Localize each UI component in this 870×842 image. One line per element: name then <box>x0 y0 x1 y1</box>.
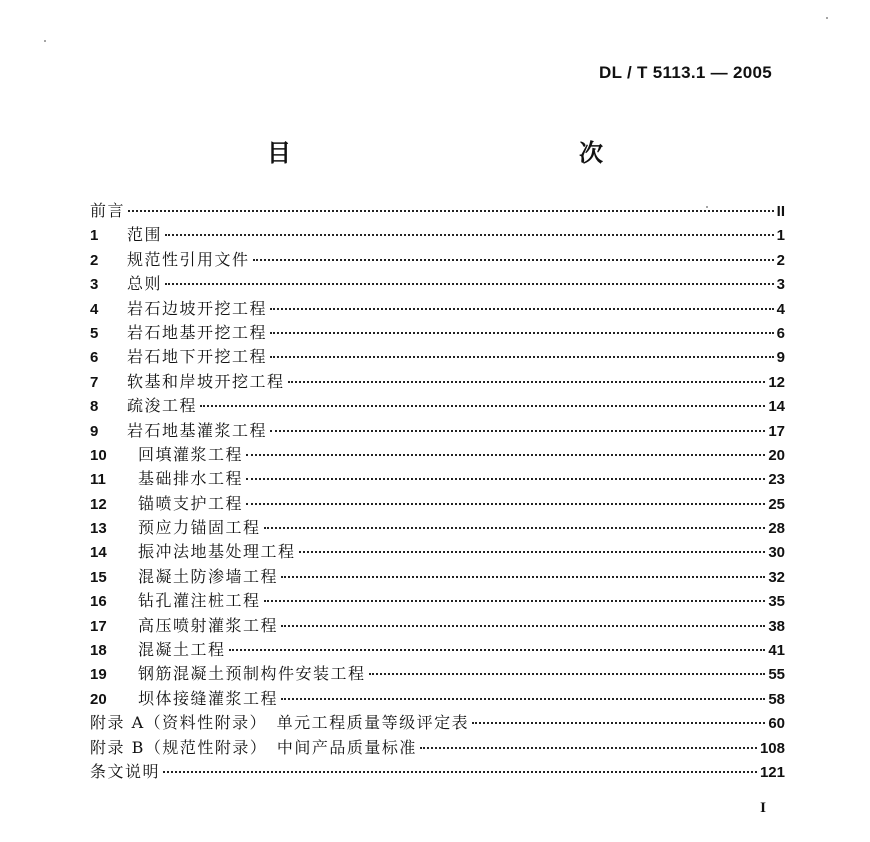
toc-entry[interactable] <box>90 223 785 247</box>
toc-entry-page: 20 <box>768 446 785 464</box>
toc-entry-title: 范围 <box>127 225 163 245</box>
toc-entry-page: 55 <box>768 666 785 684</box>
scan-speck <box>826 17 828 19</box>
toc-entry-number: 8 <box>90 398 99 416</box>
toc-entry-title: 钢筋混凝土预制构件安装工程 <box>138 664 366 684</box>
dot-leader <box>288 381 766 383</box>
toc-entry-title: 岩石地下开挖工程 <box>127 347 268 367</box>
toc-entry-number: 19 <box>90 666 107 684</box>
toc-entry-title: 钻孔灌注桩工程 <box>138 591 261 611</box>
toc-entry-title: 预应力锚固工程 <box>138 518 261 538</box>
toc-entry-title: 混凝土工程 <box>138 640 226 660</box>
toc-entry-title: 附录 B（规范性附录） 中间产品质量标准 <box>90 737 417 757</box>
dot-leader <box>281 576 765 578</box>
toc-entry-number: 4 <box>90 300 99 318</box>
toc-entry[interactable] <box>90 394 785 418</box>
toc-entry-number: 18 <box>90 642 107 660</box>
toc-entry-title: 规范性引用文件 <box>127 249 250 269</box>
toc-entry-page: 1 <box>776 227 785 245</box>
dot-leader <box>270 356 774 358</box>
toc-entry-title: 基础排水工程 <box>138 469 244 489</box>
toc-entry-page: 38 <box>768 617 785 635</box>
dot-leader <box>270 430 765 432</box>
dot-leader <box>420 747 757 749</box>
dot-leader <box>270 332 774 334</box>
toc-entry-number: 13 <box>90 520 107 538</box>
toc-entry-title: 岩石边坡开挖工程 <box>127 298 268 318</box>
toc-entry-number: 20 <box>90 690 107 708</box>
toc-entry-page: 23 <box>768 471 785 489</box>
toc-entry[interactable] <box>90 272 785 296</box>
toc-entry-number: 15 <box>90 568 107 586</box>
dot-leader <box>253 259 774 261</box>
dot-leader <box>270 308 774 310</box>
toc-entry-number: 7 <box>90 373 99 391</box>
toc-entry-page: 25 <box>768 495 785 513</box>
toc-entry-page: 17 <box>768 422 785 440</box>
toc-entry[interactable] <box>90 687 785 711</box>
toc-entry[interactable] <box>90 540 785 564</box>
dot-leader <box>229 649 766 651</box>
toc-entry-title: 高压喷射灌浆工程 <box>138 615 279 635</box>
toc-entry-page: 4 <box>776 300 785 318</box>
dot-leader <box>281 625 765 627</box>
toc-entry[interactable] <box>90 760 785 784</box>
toc-entry-number: 11 <box>90 471 106 489</box>
toc-entry-title: 总则 <box>127 274 163 294</box>
toc-entry-number: 10 <box>90 446 107 464</box>
toc-entry-number: 6 <box>90 349 99 367</box>
toc-entry-page: 9 <box>776 349 785 367</box>
dot-leader <box>165 234 774 236</box>
page-number: I <box>760 800 766 816</box>
toc-entry[interactable] <box>90 589 785 613</box>
dot-leader <box>246 478 765 480</box>
dot-leader <box>369 673 766 675</box>
toc-entry[interactable] <box>90 370 785 394</box>
toc-entry-number: 3 <box>90 276 99 294</box>
toc-entry-page: 108 <box>759 739 785 757</box>
toc-entry[interactable] <box>90 516 785 540</box>
toc-entry-number: 1 <box>90 227 99 245</box>
dot-leader <box>472 722 765 724</box>
toc-entry-title: 锚喷支护工程 <box>138 493 244 513</box>
toc-entry-title: 附录 A（资料性附录） 单元工程质量等级评定表 <box>90 713 470 733</box>
page-title: 目 次 <box>267 139 683 167</box>
toc-entry-page: 3 <box>776 276 785 294</box>
dot-leader <box>299 551 766 553</box>
toc-entry-page: 6 <box>776 324 785 342</box>
toc-entry-title: 混凝土防渗墙工程 <box>138 566 279 586</box>
toc-entry-number: 9 <box>90 422 99 440</box>
dot-leader <box>128 210 774 212</box>
toc-entry[interactable] <box>90 492 785 516</box>
toc-entry-number: 17 <box>90 617 107 635</box>
toc-entry-title: 回填灌浆工程 <box>138 444 244 464</box>
toc-entry[interactable] <box>90 736 785 760</box>
toc-entry[interactable] <box>90 248 785 272</box>
toc-entry-page: 14 <box>768 398 785 416</box>
toc-entry[interactable] <box>90 711 785 735</box>
toc-entry-page: 58 <box>768 690 785 708</box>
toc-entry-page: II <box>776 203 785 220</box>
toc-entry[interactable] <box>90 321 785 345</box>
toc-entry-number: 16 <box>90 593 107 611</box>
toc-entry-page: 60 <box>768 715 785 733</box>
toc-entry-page: 12 <box>768 373 785 391</box>
toc-entry-title: 前言 <box>90 201 126 220</box>
dot-leader <box>246 454 765 456</box>
dot-leader <box>163 771 757 773</box>
toc-entry[interactable] <box>90 467 785 491</box>
toc-entry[interactable] <box>90 614 785 638</box>
standard-number: DL / T 5113.1 — 2005 <box>599 63 772 82</box>
toc-entry[interactable] <box>90 297 785 321</box>
toc-entry[interactable] <box>90 662 785 686</box>
dot-leader <box>281 698 765 700</box>
table-of-contents <box>90 199 785 784</box>
toc-entry-page: 121 <box>759 763 785 781</box>
toc-entry-title: 振冲法地基处理工程 <box>138 542 296 562</box>
toc-entry-page: 2 <box>776 251 785 269</box>
scan-speck <box>706 206 708 208</box>
toc-entry-number: 5 <box>90 324 99 342</box>
scan-speck <box>44 40 46 42</box>
dot-leader <box>264 527 766 529</box>
toc-entry[interactable] <box>90 565 785 589</box>
toc-entry-title: 坝体接缝灌浆工程 <box>138 688 279 708</box>
dot-leader <box>264 600 766 602</box>
toc-entry-page: 28 <box>768 520 785 538</box>
toc-entry-title: 疏浚工程 <box>127 396 198 416</box>
toc-entry-page: 41 <box>768 642 785 660</box>
dot-leader <box>165 283 774 285</box>
toc-entry-title: 岩石地基灌浆工程 <box>127 420 268 440</box>
toc-entry-title: 岩石地基开挖工程 <box>127 322 268 342</box>
toc-entry-page: 30 <box>768 544 785 562</box>
dot-leader <box>200 405 765 407</box>
toc-entry[interactable] <box>90 199 785 223</box>
toc-entry-number: 2 <box>90 251 99 269</box>
toc-entry[interactable] <box>90 419 785 443</box>
toc-entry-title: 条文说明 <box>90 761 161 781</box>
toc-entry-title: 软基和岸坡开挖工程 <box>127 371 285 391</box>
toc-entry-page: 32 <box>768 568 785 586</box>
toc-entry[interactable] <box>90 638 785 662</box>
toc-entry-number: 12 <box>90 495 107 513</box>
toc-entry[interactable] <box>90 443 785 467</box>
dot-leader <box>246 503 765 505</box>
toc-entry-page: 35 <box>768 593 785 611</box>
toc-entry[interactable] <box>90 345 785 369</box>
toc-entry-number: 14 <box>90 544 107 562</box>
